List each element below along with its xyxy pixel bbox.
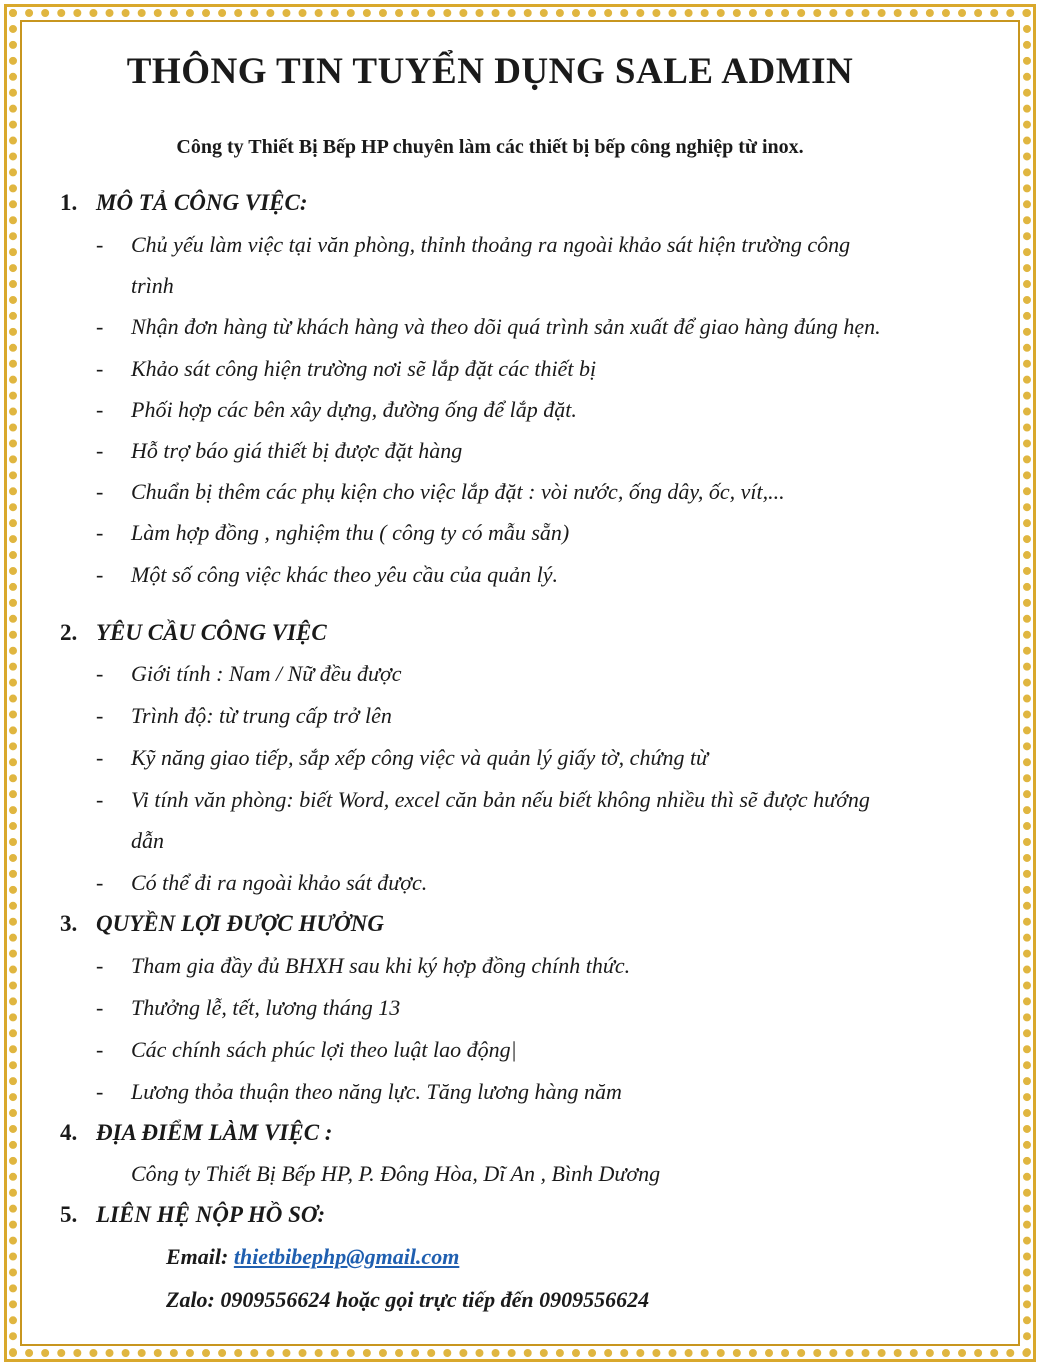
list-item: - Chủ yếu làm việc tại văn phòng, thỉnh thoảng ra ngoài khảo sát hiện trường công [96, 232, 851, 257]
list-item-continuation: trình [131, 273, 174, 298]
list-item: - Có thể đi ra ngoài khảo sát được. [96, 870, 428, 895]
email-link[interactable]: thietbibephp@gmail.com [233, 1244, 460, 1269]
email-label: Email: [166, 1244, 229, 1269]
list-item: - Giới tính : Nam / Nữ đều được [96, 661, 402, 686]
company-intro: Công ty Thiết Bị Bếp HP chuyên làm các thiết bị bếp công nghiệp từ inox. [176, 136, 804, 158]
section-location-heading [60, 1120, 332, 1146]
section-number: 1. [60, 190, 78, 215]
contact-email-line [166, 1244, 459, 1270]
list-item-continuation: dẫn [131, 828, 164, 853]
list-item: - Phối hợp các bên xây dựng, đường ống để lắp đặt. [96, 397, 577, 422]
section-contact-heading [60, 1202, 325, 1228]
section-title: YÊU CẦU CÔNG VIỆC [96, 620, 327, 645]
list-item: - Một số công việc khác theo yêu cầu của quản lý. [96, 562, 559, 587]
list-item: - Kỹ năng giao tiếp, sắp xếp công việc và quản lý giấy tờ, chứng từ [96, 745, 709, 770]
section-number: 5. [60, 1202, 78, 1227]
list-item: - Làm hợp đồng , nghiệm thu ( công ty có mẫu sẵn) [96, 520, 570, 545]
list-item: - Khảo sát công hiện trường nơi sẽ lắp đặt các thiết bị [96, 356, 597, 381]
section-benefits-heading [60, 911, 384, 937]
section-title: ĐỊA ĐIỂM LÀM VIỆC : [96, 1120, 333, 1145]
section-title: QUYỀN LỢI ĐƯỢC HƯỞNG [96, 911, 385, 936]
section-job-description-heading [60, 190, 308, 216]
section-number: 4. [60, 1120, 78, 1145]
list-item: - Các chính sách phúc lợi theo luật lao động| [96, 1037, 517, 1062]
list-item: - Trình độ: từ trung cấp trở lên [96, 703, 392, 728]
section-number: 3. [60, 911, 78, 936]
list-item: - Hỗ trợ báo giá thiết bị được đặt hàng [96, 438, 463, 463]
list-item: - Tham gia đầy đủ BHXH sau khi ký hợp đồng chính thức. [96, 953, 631, 978]
list-item: - Vi tính văn phòng: biết Word, excel căn bản nếu biết không nhiều thì sẽ được hướng [96, 787, 870, 812]
section-title: LIÊN HỆ NỘP HỒ SƠ: [96, 1202, 326, 1227]
contact-phone-line: Zalo: 0909556624 hoặc gọi trực tiếp đến 0909556624 [166, 1287, 650, 1312]
list-item: - Nhận đơn hàng từ khách hàng và theo dõi quá trình sản xuất để giao hàng đúng hẹn. [96, 314, 881, 339]
section-number: 2. [60, 620, 78, 645]
list-item: - Thưởng lễ, tết, lương tháng 13 [96, 995, 401, 1020]
list-item: - Lương thỏa thuận theo năng lực. Tăng lương hàng năm [96, 1079, 622, 1104]
page-title: THÔNG TIN TUYỂN DỤNG SALE ADMIN [126, 51, 854, 92]
section-title: MÔ TẢ CÔNG VIỆC: [96, 190, 308, 215]
section-requirements-heading [60, 620, 327, 646]
work-address: Công ty Thiết Bị Bếp HP, P. Đông Hòa, Dĩ An , Bình Dương [131, 1161, 661, 1186]
list-item: - Chuẩn bị thêm các phụ kiện cho việc lắp đặt : vòi nước, ống dây, ốc, vít,... [96, 479, 785, 504]
